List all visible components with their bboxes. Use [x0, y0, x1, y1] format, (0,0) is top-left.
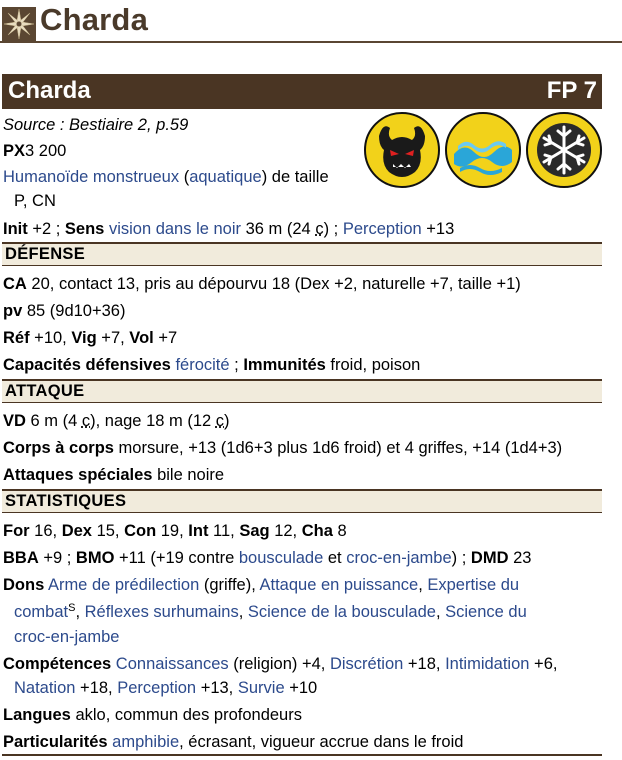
- feat-power-attack-link[interactable]: Attaque en puissance: [259, 576, 419, 594]
- type-line: Humanoïde monstrueux (aquatique) de taille: [3, 168, 329, 186]
- skill-knowledge-link[interactable]: Connaissances: [115, 655, 229, 673]
- defense-header: DÉFENSE: [2, 242, 602, 266]
- skill-swim-link[interactable]: Natation: [14, 679, 76, 697]
- water-waves-icon[interactable]: [444, 112, 522, 188]
- feat-weapon-focus-link[interactable]: Arme de prédilection: [47, 576, 200, 594]
- creature-type-icons: [363, 112, 603, 188]
- special-qualities-line: Particularités amphibie, écrasant, vigueur accrue dans le froid: [3, 733, 464, 751]
- title-divider: [0, 41, 622, 43]
- skills-line-2: Natation +18, Perception +13, Survie +10: [14, 679, 318, 697]
- feat-combat-expertise-link[interactable]: Expertise du: [427, 576, 520, 594]
- hp-line: pv 85 (9d10+36): [3, 302, 126, 320]
- challenge-rating: FP 7: [546, 77, 597, 104]
- ac-line: CA 20, contact 13, pris au dépourvu 18 (Dex +2, naturelle +7, taille +1): [3, 275, 521, 293]
- statblock-banner: [2, 74, 602, 109]
- demon-face-icon[interactable]: [363, 112, 441, 188]
- feats-line-2: combat$^S$, Réflexes surhumains, Science de la bousculade, Science du: [14, 602, 527, 621]
- skill-perception-link[interactable]: Perception: [117, 679, 197, 697]
- page-title: Charda: [40, 2, 149, 37]
- feat-combat-expertise-link-cont[interactable]: combat: [14, 603, 69, 621]
- skill-survival-link[interactable]: Survie: [237, 679, 285, 697]
- melee-line: Corps à corps morsure, +13 (1d6+3 plus 1d6 froid) et 4 griffes, +14 (1d4+3): [3, 439, 563, 457]
- feat-improved-trip-link[interactable]: Science du: [445, 603, 527, 621]
- skills-line-1: Compétences Connaissances (religion) +4, Discrétion +18, Intimidation +6,: [3, 655, 558, 673]
- ability-scores-line: For 16, Dex 15, Con 19, Int 11, Sag 12, Cha 8: [3, 522, 347, 540]
- skill-stealth-link[interactable]: Discrétion: [329, 655, 404, 673]
- size-alignment: P, CN: [14, 192, 56, 210]
- snowflake-icon[interactable]: [525, 112, 603, 188]
- attack-header: ATTAQUE: [2, 379, 602, 403]
- bull-rush-link[interactable]: bousculade: [238, 549, 324, 567]
- skill-intimidate-link[interactable]: Intimidation: [445, 655, 530, 673]
- ferocity-link[interactable]: férocité: [175, 356, 230, 374]
- page-header: [0, 0, 622, 48]
- defensive-abilities-line: Capacités défensives férocité ; Immunités froid, poison: [3, 356, 421, 374]
- speed-line: VD 6 m (4 c), nage 18 m (12 c): [3, 412, 230, 430]
- feat-improved-trip-link-cont[interactable]: croc-en-jambe: [14, 628, 120, 646]
- combat-maneuver-line: BBA +9 ; BMO +11 (+19 contre bousculade et croc-en-jambe) ; DMD 23: [3, 549, 532, 567]
- subtype-link[interactable]: aquatique: [189, 168, 262, 186]
- feats-line-3: [14, 626, 119, 648]
- amphibious-link[interactable]: amphibie: [112, 733, 180, 751]
- type-link[interactable]: Humanoïde monstrueux: [3, 168, 180, 186]
- perception-link[interactable]: Perception: [342, 220, 422, 238]
- xp-line: PX3 200: [3, 142, 67, 160]
- compass-star-icon: [2, 7, 36, 41]
- darkvision-link[interactable]: vision dans le noir: [108, 220, 242, 238]
- saves-line: Réf +10, Vig +7, Vol +7: [3, 329, 178, 347]
- statistics-header: STATISTIQUES: [2, 489, 602, 513]
- init-senses-line: Init +2 ; Sens vision dans le noir 36 m (24 c) ; Perception +13: [3, 220, 455, 238]
- feat-lightning-reflexes-link[interactable]: Réflexes surhumains: [84, 603, 239, 621]
- creature-name: Charda: [8, 77, 91, 104]
- section-divider: [2, 754, 602, 756]
- special-attacks-line: Attaques spéciales bile noire: [3, 466, 225, 484]
- languages-line: Langues aklo, commun des profondeurs: [3, 706, 302, 724]
- source-line: Source : Bestiaire 2, p.59: [3, 116, 189, 134]
- feats-line-1: Dons Arme de prédilection (griffe), Attaque en puissance, Expertise du: [3, 576, 520, 594]
- trip-link[interactable]: croc-en-jambe: [346, 549, 452, 567]
- feat-improved-bull-rush-link[interactable]: Science de la bousculade: [247, 603, 436, 621]
